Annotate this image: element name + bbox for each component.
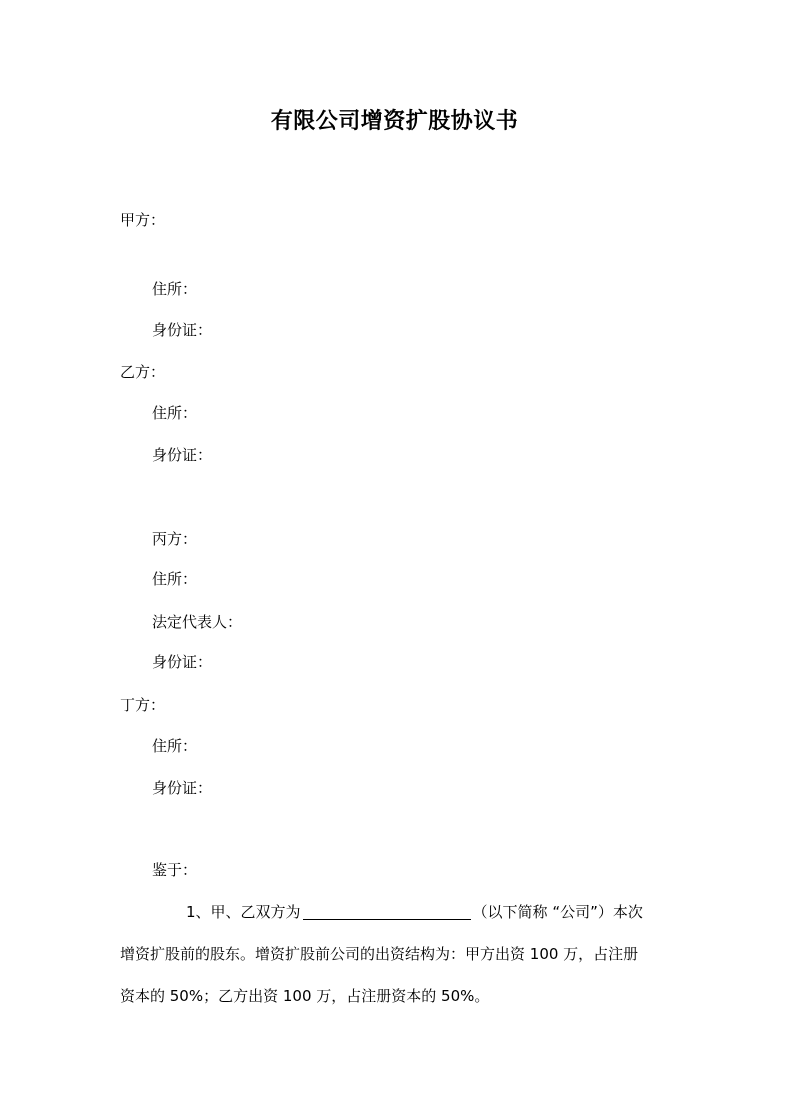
party-a-label: 甲方： xyxy=(120,211,166,229)
party-c-address-label: 住所： xyxy=(152,570,198,588)
party-b-address-label: 住所： xyxy=(152,404,198,422)
whereas-label: 鉴于： xyxy=(152,861,198,879)
party-b-label: 乙方： xyxy=(120,363,166,381)
clause-1-line-2: 增资扩股前的股东。增资扩股前公司的出资结构为：甲方出资 100 万，占注册 xyxy=(120,945,639,963)
party-c-legal-rep-label: 法定代表人： xyxy=(152,613,243,631)
party-b-id-label: 身份证： xyxy=(152,446,213,464)
party-a-address-label: 住所： xyxy=(152,280,198,298)
document-title: 有限公司增资扩股协议书 xyxy=(270,108,519,134)
clause-1-suffix: （以下简称 “公司”）本次 xyxy=(472,903,643,921)
party-c-label: 丙方： xyxy=(152,530,198,548)
clause-1-line-3: 资本的 50%；乙方出资 100 万，占注册资本的 50%。 xyxy=(120,987,490,1005)
party-d-label: 丁方： xyxy=(120,696,166,714)
party-c-id-label: 身份证： xyxy=(152,653,213,671)
party-d-address-label: 住所： xyxy=(152,737,198,755)
party-d-id-label: 身份证： xyxy=(152,779,213,797)
company-name-blank xyxy=(303,903,471,920)
party-a-id-label: 身份证： xyxy=(152,321,213,339)
clause-1-prefix: 1、甲、乙双方为 xyxy=(186,903,301,921)
clause-1-line-1 xyxy=(186,902,643,922)
